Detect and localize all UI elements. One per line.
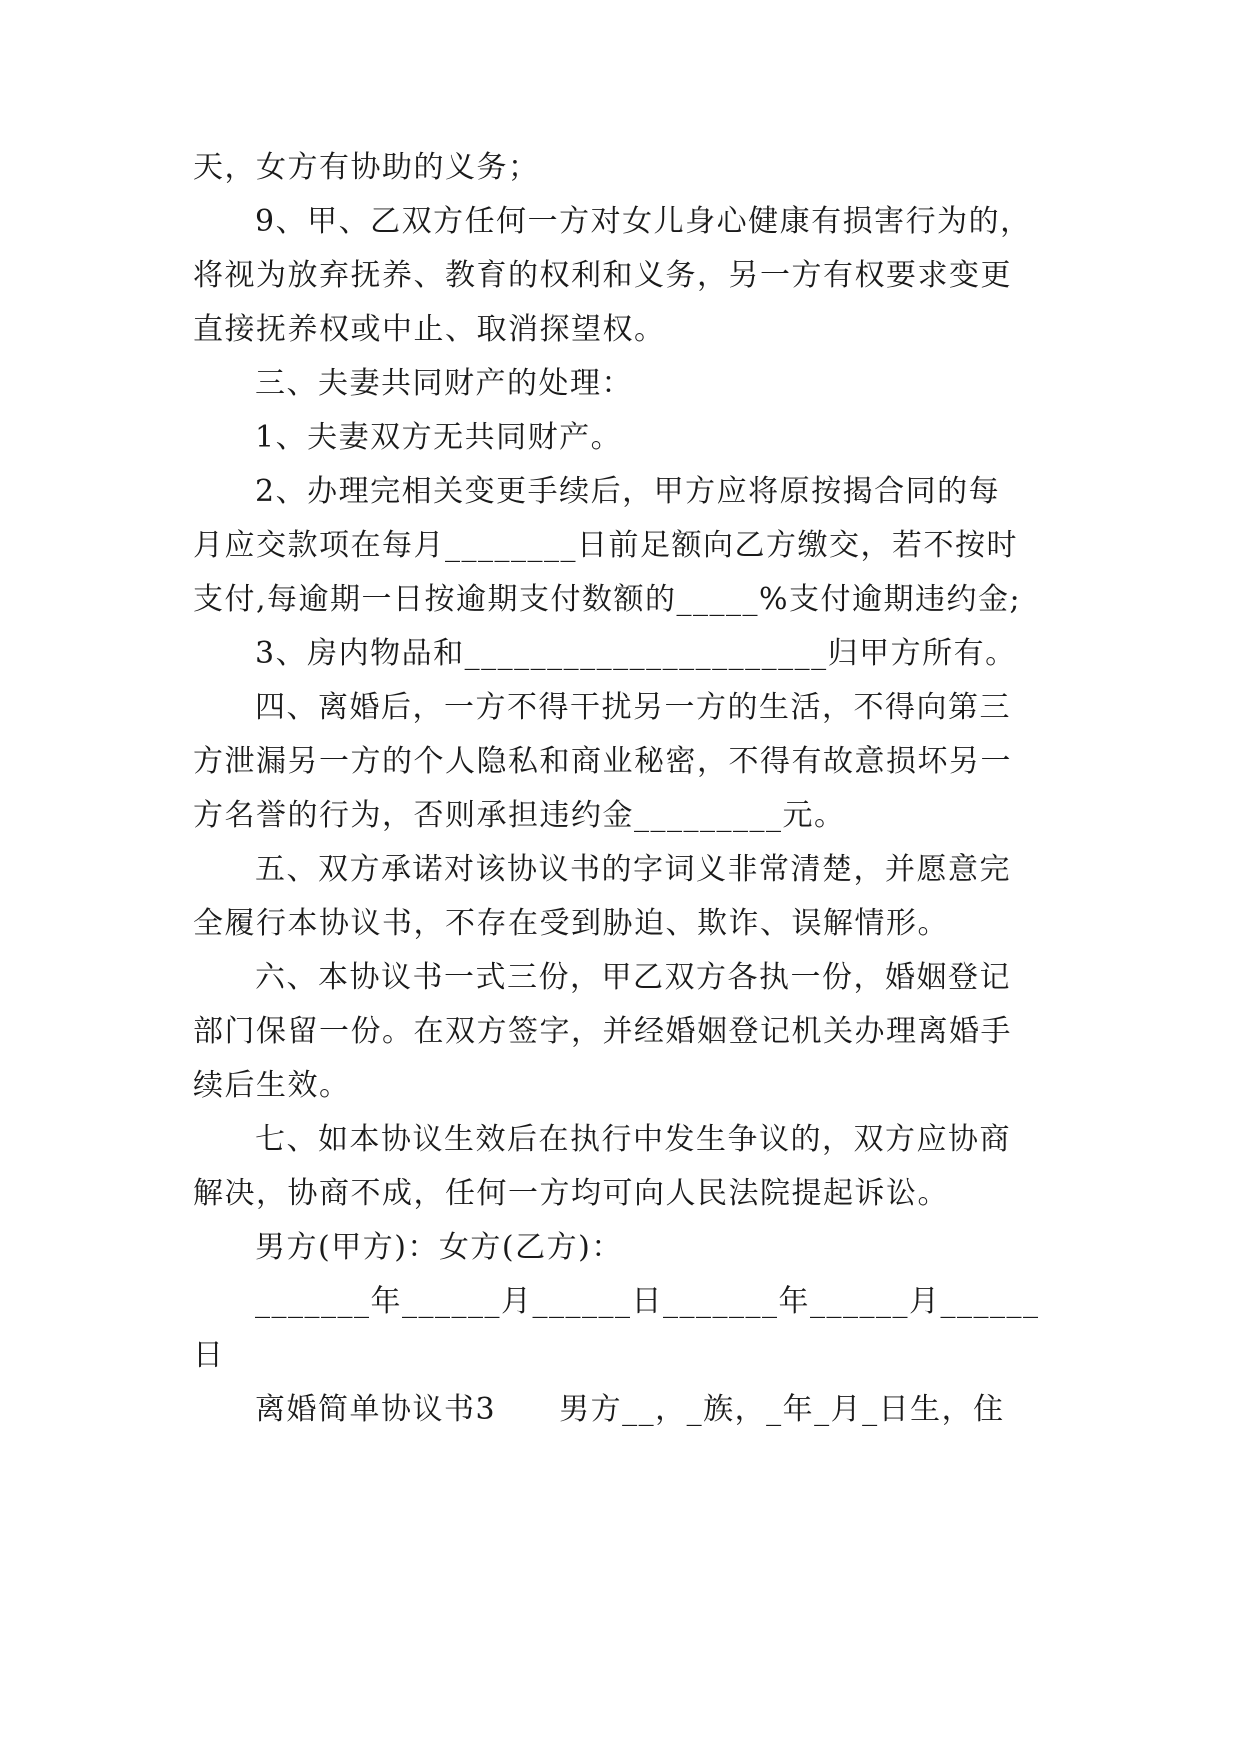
text-line-1: 天，女方有协助的义务；: [193, 150, 540, 185]
signature-parties-line: 男方(甲方)：女方(乙方)：: [255, 1230, 623, 1265]
text-line-20: 解决，协商不成，任何一方均可向人民法院提起诉讼。: [193, 1176, 949, 1211]
text-line-15: 全履行本协议书，不存在受到胁迫、欺诈、误解情形。: [193, 906, 949, 941]
text-line-13: 方名誉的行为，否则承担违约金_________元。: [193, 798, 846, 833]
text-line-19: 七、如本协议生效后在执行中发生争议的，双方应协商: [255, 1122, 1011, 1157]
text-line-4: 直接抚养权或中止、取消探望权。: [193, 312, 666, 347]
text-line-12: 方泄漏另一方的个人隐私和商业秘密，不得有故意损坏另一: [193, 744, 1012, 779]
signature-date-line-end: 日: [193, 1338, 225, 1373]
next-agreement-title-line: 离婚简单协议书3 男方__，_族，_年_月_日生，住: [255, 1392, 1005, 1427]
text-line-7: 2、办理完相关变更手续后，甲方应将原按揭合同的每: [255, 474, 1001, 509]
text-line-2: 9、甲、乙双方任何一方对女儿身心健康有损害行为的，: [255, 204, 1032, 239]
text-line-9: 支付,每逾期一日按逾期支付数额的_____%支付逾期违约金;: [193, 582, 1022, 617]
text-line-10: 3、房内物品和______________________归甲方所有。: [255, 636, 1017, 671]
text-line-16: 六、本协议书一式三份，甲乙双方各执一份，婚姻登记: [255, 960, 1011, 995]
text-line-11: 四、离婚后，一方不得干扰另一方的生活，不得向第三: [255, 690, 1011, 725]
text-line-3: 将视为放弃抚养、教育的权利和义务，另一方有权要求变更: [193, 258, 1012, 293]
text-line-6: 1、夫妻双方无共同财产。: [255, 420, 623, 455]
text-line-8: 月应交款项在每月________日前足额向乙方缴交，若不按时: [193, 528, 1018, 563]
text-line-14: 五、双方承诺对该协议书的字词义非常清楚，并愿意完: [255, 852, 1011, 887]
text-line-18: 续后生效。: [193, 1068, 351, 1103]
signature-date-line: _______年______月______日_______年______月______: [255, 1284, 1040, 1319]
text-line-17: 部门保留一份。在双方签字，并经婚姻登记机关办理离婚手: [193, 1014, 1012, 1049]
section-heading-property: 三、夫妻共同财产的处理：: [255, 366, 633, 401]
